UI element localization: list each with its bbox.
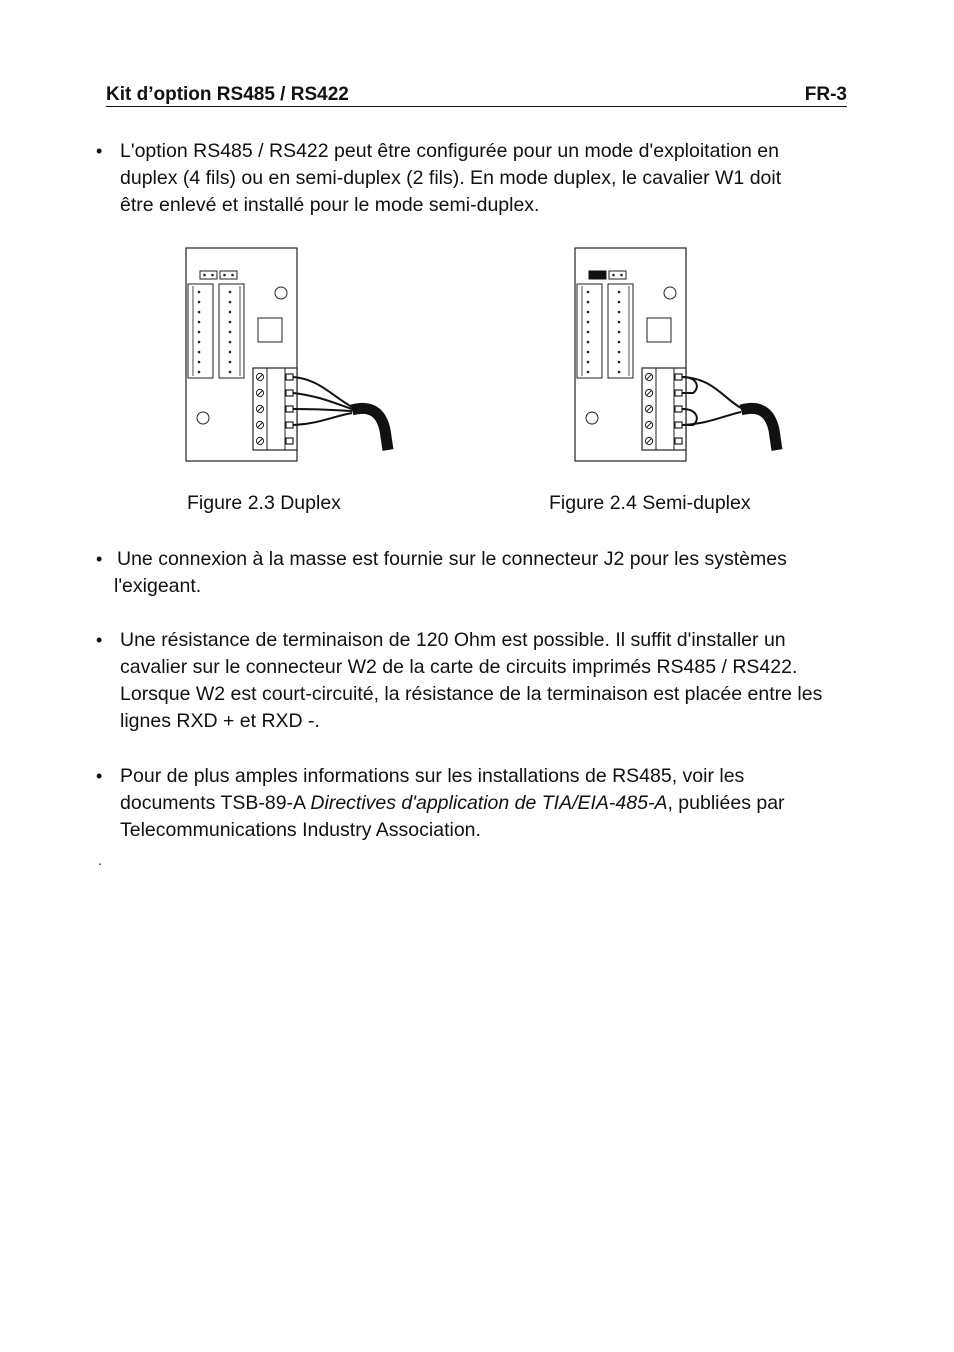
page-number: FR-3 xyxy=(804,84,847,105)
stray-period-mark: . xyxy=(98,852,102,868)
bullet-marker: • xyxy=(96,766,103,786)
text-run: documents TSB-89-A xyxy=(120,792,311,814)
figure-duplex-board-diagram xyxy=(184,246,394,464)
text-line: Lorsque W2 est court-circuité, la résistance de la terminaison est placée entre les xyxy=(120,683,823,705)
bullet-marker: • xyxy=(96,549,103,569)
text-line: cavalier sur le connecteur W2 de la carte de circuits imprimés RS485 / RS422. xyxy=(120,656,798,678)
document-reference-title: Directives d'application de TIA/EIA-485-A xyxy=(310,792,668,814)
text-line: Une connexion à la masse est fournie sur le connecteur J2 pour les systèmes xyxy=(117,548,787,570)
figure-caption-duplex: Figure 2.3 Duplex xyxy=(187,492,341,514)
text-line: Pour de plus amples informations sur les installations de RS485, voir les xyxy=(120,765,745,787)
bullet-duplex-config xyxy=(96,138,856,219)
text-line: Telecommunications Industry Association. xyxy=(120,819,481,841)
text-line: Une résistance de terminaison de 120 Ohm est possible. Il suffit d'installer un xyxy=(120,629,786,651)
figure-caption-semi-duplex: Figure 2.4 Semi-duplex xyxy=(549,492,751,514)
text-line: lignes RXD + et RXD -. xyxy=(120,710,320,732)
bullet-more-information xyxy=(96,763,856,844)
bullet-text xyxy=(120,138,856,219)
text-line: duplex (4 fils) ou en semi-duplex (2 fils). En mode duplex, le cavalier W1 doit xyxy=(120,167,782,189)
figure-semi-duplex-board-diagram xyxy=(573,246,783,464)
bullet-text xyxy=(114,546,856,600)
bullet-marker: • xyxy=(96,630,103,650)
bullet-text xyxy=(120,763,856,844)
text-run: , publiées par xyxy=(667,792,785,814)
bullet-termination-resistor xyxy=(96,627,856,735)
text-line: L'option RS485 / RS422 peut être configurée pour un mode d'exploitation en xyxy=(120,140,779,162)
text-line: l'exigeant. xyxy=(114,575,202,597)
page-header xyxy=(106,82,847,107)
bullet-marker: • xyxy=(96,141,103,161)
text-line xyxy=(120,790,856,817)
document-title: Kit d’option RS485 / RS422 xyxy=(106,84,349,105)
bullet-ground-connection xyxy=(96,546,856,600)
bullet-text xyxy=(120,627,856,735)
text-line: être enlevé et installé pour le mode semi-duplex. xyxy=(120,194,540,216)
